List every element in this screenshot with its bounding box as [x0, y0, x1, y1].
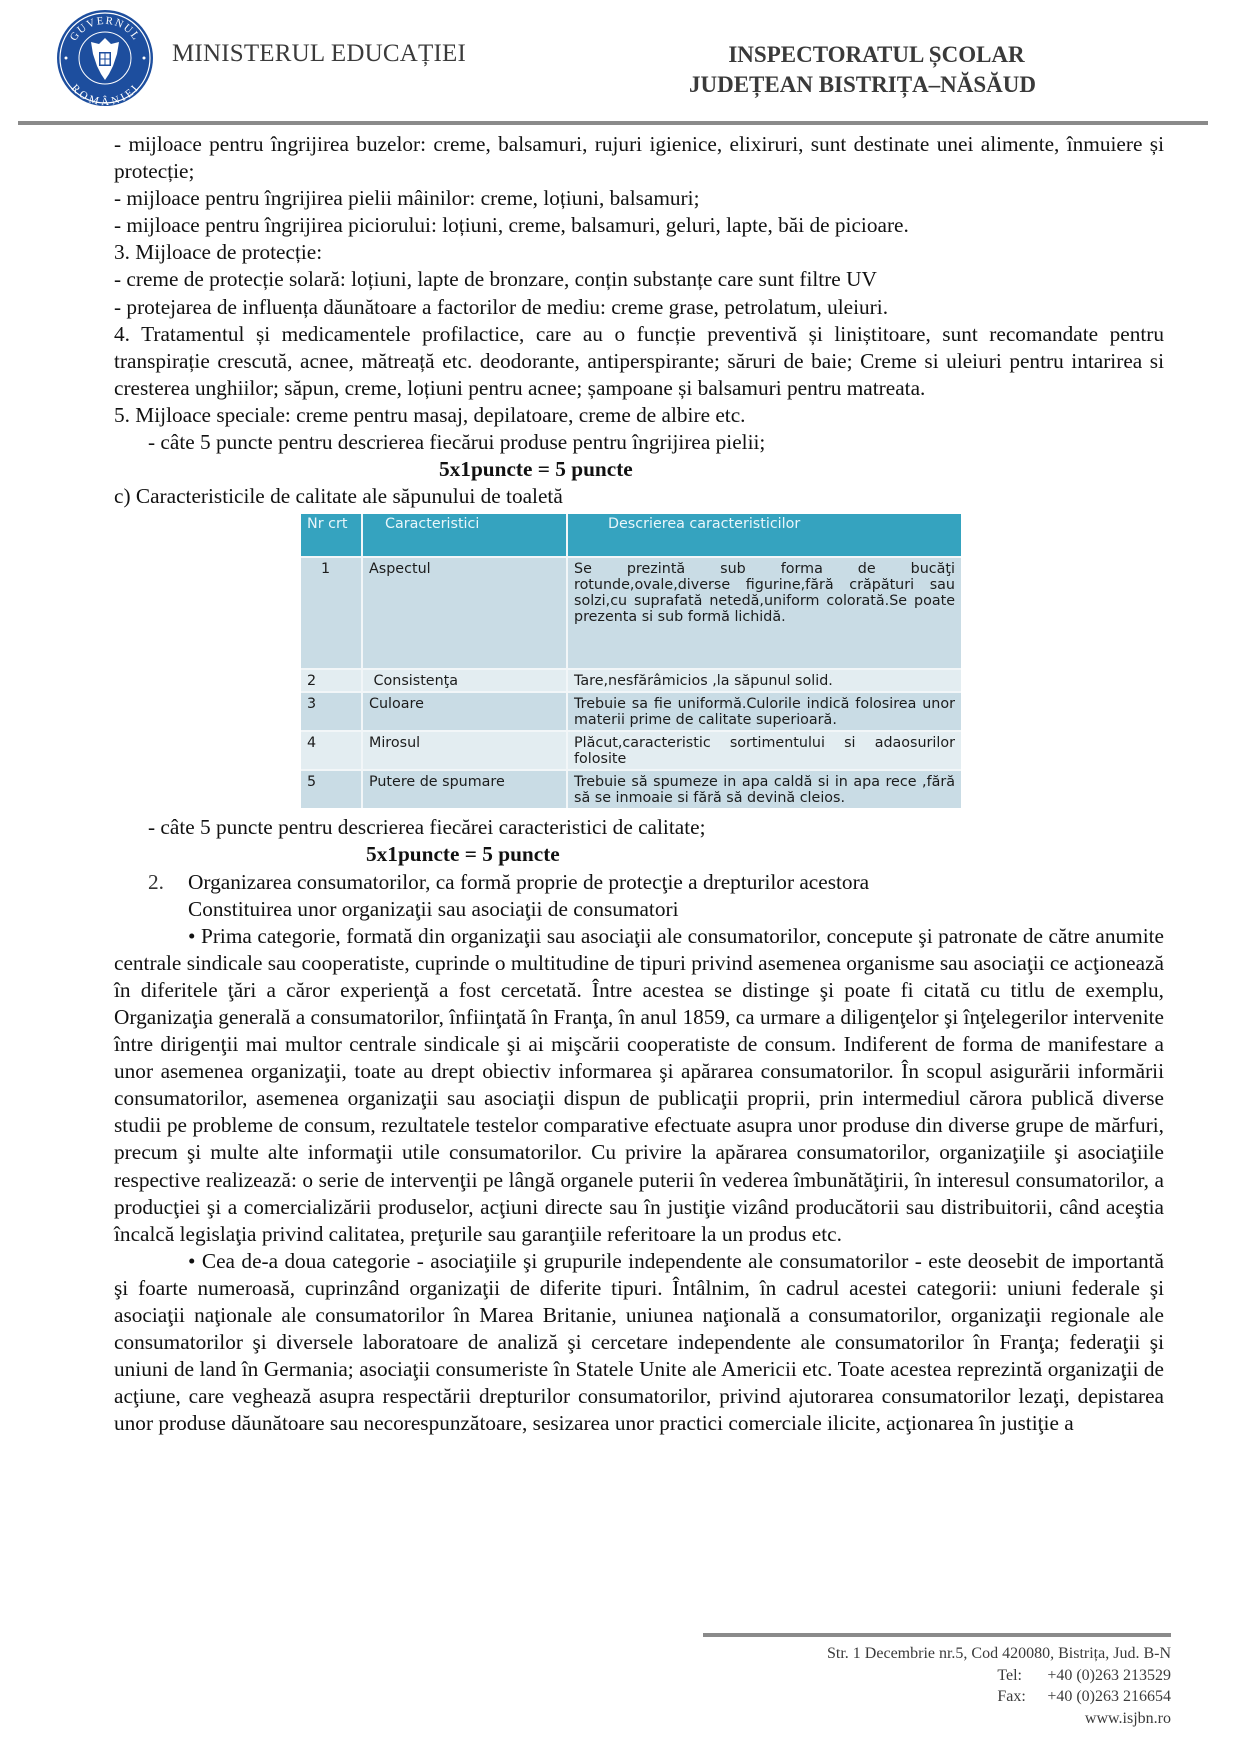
body-line: 5. Mijloace speciale: creme pentru masaj, depilatoare, creme de albire etc. — [114, 402, 746, 427]
cell-nr: 2 — [301, 669, 362, 692]
cell-nr: 1 — [301, 557, 362, 669]
header-divider — [18, 121, 1208, 125]
footer-fax — [827, 1686, 1171, 1708]
cell-description: Trebuie să spumeze in apa caldă si in apa rece ,fără să se inmoaie si fără să devină cleios. — [567, 770, 961, 808]
cell-description: Plăcut,caracteristic sortimentului si adaosurilor folosite — [567, 731, 961, 770]
phone-label: Tel: — [997, 1666, 1022, 1684]
svg-text:ROMÂNIEI: ROMÂNIEI — [68, 82, 142, 108]
body-line: - creme de protecție solară: loțiuni, lapte de bronzare, conțin substanțe care sunt filtre UV — [114, 267, 877, 292]
fax-label: Fax: — [997, 1688, 1026, 1705]
score-total: 5x1puncte = 5 puncte — [439, 457, 633, 482]
paragraph: • Cea de-a doua categorie - asociaţiile şi grupurile independente ale consumatorilor - este deosebit de importantă şi foarte numeroasă, cuprinzând organizaţii de diferite tipuri. Întâlnim, în cadrul acestei categorii: uniuni federale şi asociaţii naţionale ale consumatorilor în Marea Britanie, uniunea naţională a consumatorilor, organizaţii regionale ale consumatorilor şi diversele laboratoare de analiză şi cercetare independente ale consumatorilor în Franţa; federaţii şi uniuni de land în Germania; asociaţii consumeriste în Statele Unite ale Americii etc. Toate acestea reprezintă organizaţii de acţiune, care veghează asupra respectării drepturilor consumatorilor, privind ajutorarea consumatorilor lezaţi, depistarea unor produse dăunătoare sau necorespunzătoare, sesizarea unor practici comerciale ilicite, acţionarea în justiţie a — [114, 1248, 1164, 1436]
score-note: - câte 5 puncte pentru descrierea fiecărei caracteristici de calitate; — [148, 815, 706, 840]
letterhead — [0, 0, 1241, 125]
table-row — [301, 557, 961, 669]
cell-description: Trebuie sa fie uniformă.Culorile indică folosirea unor materii prime de calitate superioară. — [567, 692, 961, 731]
score-note: - câte 5 puncte pentru descrierea fiecărui produse pentru îngrijirea pielii; — [148, 430, 766, 455]
table-row — [301, 692, 961, 731]
romanian-government-seal-icon — [55, 8, 155, 108]
body-line: 4. Tratamentul și medicamentele profilactice, care au o funcție preventivă și liniștitoare, sunt recomandate pentru transpirație crescută, acnee, mătreață etc. deodorante, antiperspirante; săruri de baie; Creme si uleiuri pentru intarirea si cresterea unghiilor; săpun, creme, loțiuni pentru acnee; șampoane și balsamuri pentru matreata. — [114, 321, 1164, 400]
footer-address: Str. 1 Decembrie nr.5, Cod 420080, Bistrița, Jud. B-N — [827, 1645, 1171, 1662]
column-header-description: Descrierea caracteristicilor — [567, 514, 961, 557]
inspectorate-name — [689, 40, 1036, 100]
cell-characteristic: Mirosul — [362, 731, 567, 770]
score-total: 5x1puncte = 5 puncte — [366, 842, 560, 867]
cell-characteristic: Putere de spumare — [362, 770, 567, 808]
item-subtitle: Constituirea unor organizaţii sau asociaţii de consumatori — [188, 896, 679, 921]
body-line: - mijloace pentru îngrijirea pielii mâinilor: creme, loțiuni, balsamuri; — [114, 186, 700, 211]
table-row — [301, 770, 961, 808]
cell-characteristic: Culoare — [362, 692, 567, 731]
footer-phone — [827, 1665, 1171, 1687]
item-title: Organizarea consumatorilor, ca formă proprie de protecţie a drepturilor acestora — [188, 869, 870, 894]
soap-quality-table — [301, 514, 961, 808]
footer-divider — [703, 1633, 1171, 1637]
body-line: 3. Mijloace de protecție: — [114, 240, 323, 265]
table-row — [301, 731, 961, 770]
ministry-name: MINISTERUL EDUCAȚIEI — [172, 40, 467, 67]
cell-characteristic: Consistenţa — [362, 669, 567, 692]
section-heading: c) Caracteristicile de calitate ale săpunului de toaletă — [114, 484, 563, 509]
svg-text:GUVERNUL: GUVERNUL — [67, 14, 143, 44]
table-header-row — [301, 514, 961, 557]
numbered-heading — [114, 869, 1164, 896]
cell-nr: 5 — [301, 770, 362, 808]
fax-number: +40 (0)263 216654 — [1047, 1688, 1171, 1705]
inspectorate-line-2: JUDEȚEAN BISTRIȚA–NĂSĂUD — [689, 72, 1036, 97]
table-row — [301, 669, 961, 692]
paragraph: • Prima categorie, formată din organizaţii sau asociaţii ale consumatorilor, concepute şi patronate de către anumite centrale sindicale sau cooperatiste, cuprinde o multitudine de tipuri privind asemenea organisme sau asociaţii ce acţionează în diferitele ţări a căror experienţă a fost cercetată. Între acestea se distinge şi poate fi citată cu titlu de exemplu, Organizaţia generală a consumatorilor, înfiinţată în Franţa, în anul 1859, ca urmare a diligenţelor şi înţelegerilor intervenite între dirigenţii mai multor centrale sindicale şi ai mişcării cooperatiste de consum. Indiferent de forma de manifestare a unor asemenea organizaţii, toate au drept obiectiv informarea şi apărarea consumatorilor. În scopul asigurării informării consumatorilor, asemenea organizaţii sau asociaţii dispun de publicaţii proprii, prin intermediul cărora publică diverse studii pe probleme de consum, rezultatele testelor comparative efectuate asupra unor produse din diverse grupe de mărfuri, precum şi multe alte informaţii utile consumatorilor. Cu privire la apărarea consumatorilor, organizaţiile şi asociaţiile respective realizează: o serie de intervenţii pe lângă organele puterii în vederea îmbunătăţirii, în interesul consumatorilor, a producţiei şi a comercializării produselor, acţiuni directe sau în justiţie vizând producătorii sau distribuitorii, când aceştia încalcă legislaţia privind calitatea, preţurile sau garanţiile referitoare la un produs etc. — [114, 923, 1164, 1246]
cell-nr: 4 — [301, 731, 362, 770]
cell-description: Tare,nesfărâmicios ,la săpunul solid. — [567, 669, 961, 692]
body-line: - protejarea de influența dăunătoare a factorilor de mediu: creme grase, petrolatum, uleiuri. — [114, 294, 889, 319]
footer-contact — [827, 1643, 1171, 1729]
cell-nr: 3 — [301, 692, 362, 731]
phone-number: +40 (0)263 213529 — [1047, 1666, 1171, 1684]
column-header-nr: Nr crt — [301, 514, 362, 557]
inspectorate-line-1: INSPECTORATUL ȘCOLAR — [728, 42, 1025, 67]
cell-characteristic: Aspectul — [362, 557, 567, 669]
cell-description: Se prezintă sub forma de bucăţi rotunde,ovale,diverse figurine,fără crăpături sau solzi,cu suprafată netedă,uniform colorată.Se poate prezenta si sub formă lichidă. — [567, 557, 961, 669]
item-number: 2. — [148, 869, 164, 894]
body-line: - mijloace pentru îngrijirea piciorului: loțiuni, creme, balsamuri, geluri, lapte, băi de picioare. — [114, 213, 909, 238]
document-body — [114, 131, 1164, 1437]
footer-website[interactable]: www.isjbn.ro — [1084, 1709, 1171, 1727]
column-header-characteristic: Caracteristici — [362, 514, 567, 557]
body-line: - mijloace pentru îngrijirea buzelor: creme, balsamuri, rujuri igienice, elixiruri, sunt destinate unei alimente, înmuiere și protecție; — [114, 132, 1164, 184]
